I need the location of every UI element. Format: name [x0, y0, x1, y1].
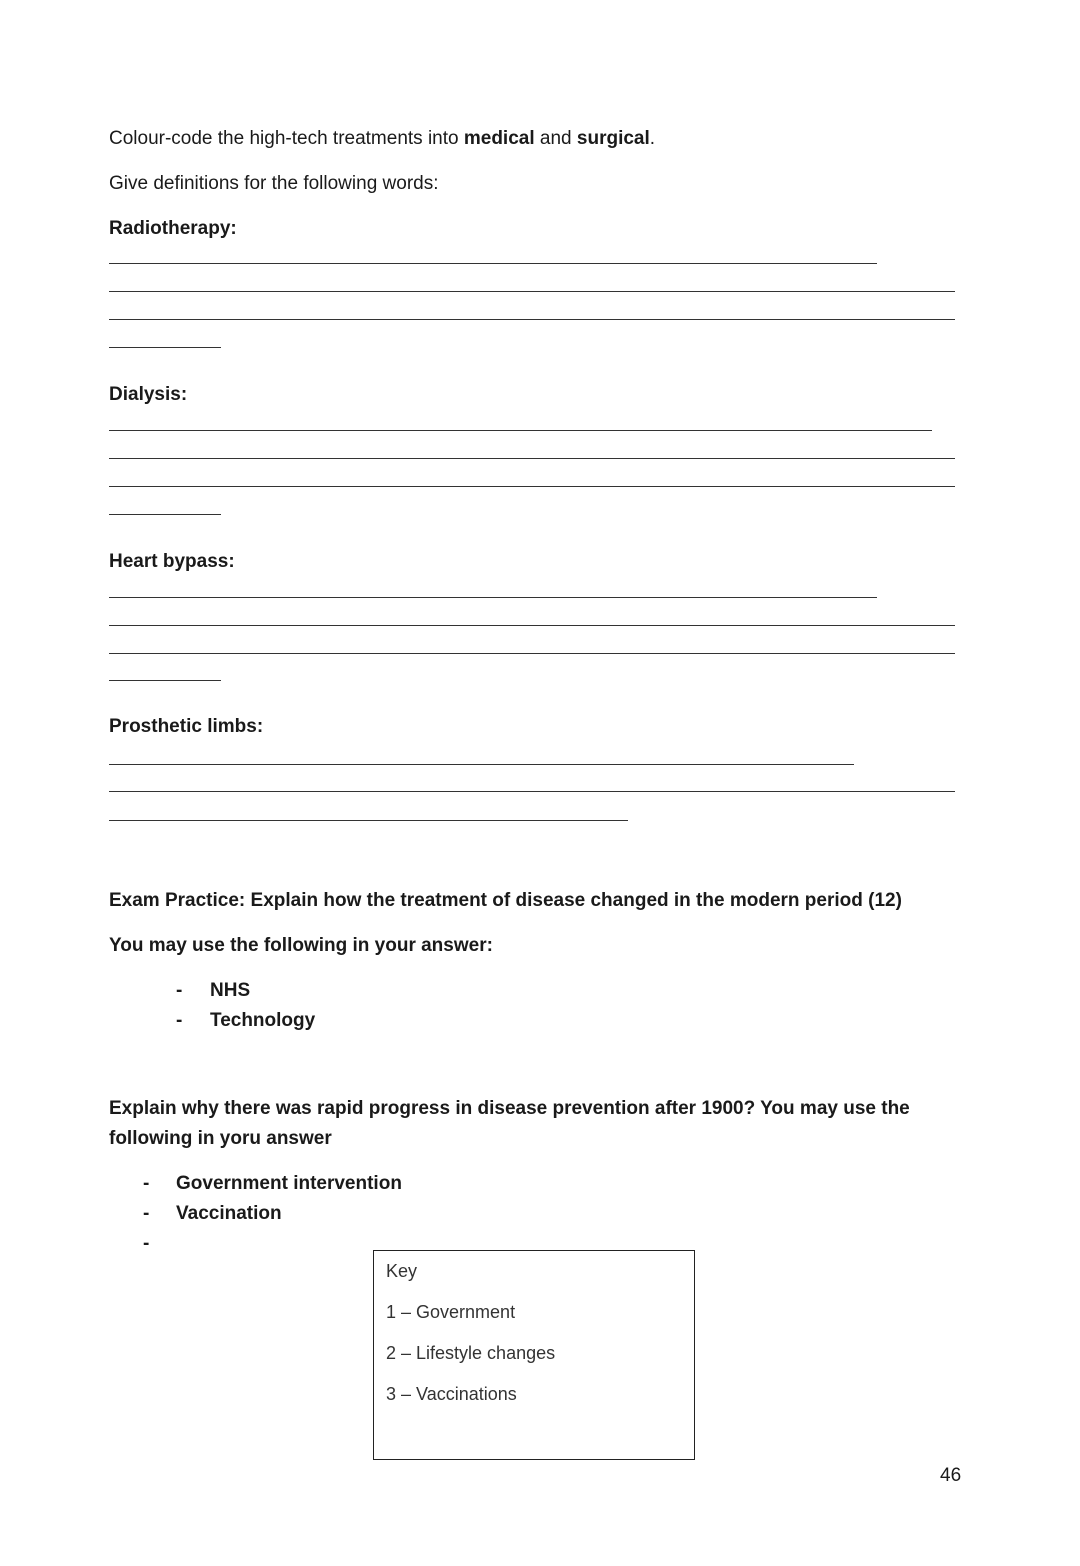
answer-line[interactable]	[109, 291, 955, 292]
answer-line[interactable]	[109, 347, 221, 348]
intro-text: Colour-code the high-tech treatments into	[109, 128, 464, 149]
bullet-dash: -	[176, 980, 183, 1001]
key-item-vaccinations: 3 – Vaccinations	[386, 1384, 517, 1404]
exam-item-nhs: NHS	[210, 980, 251, 1001]
answer-line[interactable]	[109, 625, 955, 626]
answer-line[interactable]	[109, 680, 221, 681]
term-dialysis: Dialysis:	[109, 384, 188, 405]
definitions-prompt: Give definitions for the following words:	[109, 173, 439, 194]
answer-line[interactable]	[109, 514, 221, 515]
question2-line2: following in yoru answer	[109, 1128, 332, 1149]
exam-practice-title: Exam Practice: Explain how the treatment of disease changed in the modern period (12)	[109, 890, 902, 911]
exam-item-technology: Technology	[210, 1010, 316, 1031]
intro-surgical: surgical	[576, 128, 650, 149]
answer-line[interactable]	[109, 430, 932, 431]
bullet-dash: -	[143, 1173, 150, 1194]
answer-line[interactable]	[109, 653, 955, 654]
key-item-government: 1 – Government	[386, 1302, 516, 1322]
answer-line[interactable]	[109, 458, 955, 459]
answer-line[interactable]	[109, 263, 877, 264]
question2-line1: Explain why there was rapid progress in disease prevention after 1900? You may use the	[109, 1098, 910, 1119]
answer-line[interactable]	[109, 486, 955, 487]
intro-suffix: .	[649, 128, 656, 149]
answer-line[interactable]	[109, 764, 854, 765]
intro-instruction	[109, 127, 655, 151]
key-title: Key	[386, 1261, 418, 1281]
intro-medical: medical	[463, 128, 535, 149]
answer-line[interactable]	[109, 791, 955, 792]
bullet-dash: -	[176, 1010, 183, 1031]
term-prosthetic-limbs: Prosthetic limbs:	[109, 716, 264, 737]
answer-line[interactable]	[109, 319, 955, 320]
answer-line[interactable]	[109, 820, 628, 821]
page-number: 46	[940, 1465, 962, 1486]
question2-item-government: Government intervention	[176, 1173, 402, 1194]
bullet-dash: -	[143, 1203, 150, 1224]
answer-line[interactable]	[109, 597, 877, 598]
key-item-lifestyle: 2 – Lifestyle changes	[386, 1343, 556, 1363]
bullet-dash: -	[143, 1233, 150, 1254]
question2-item-vaccination: Vaccination	[176, 1203, 282, 1224]
exam-practice-prompt: You may use the following in your answer:	[109, 935, 493, 956]
intro-and: and	[534, 128, 577, 149]
term-radiotherapy: Radiotherapy:	[109, 218, 237, 239]
term-heart-bypass: Heart bypass:	[109, 551, 235, 572]
key-box	[373, 1250, 695, 1460]
